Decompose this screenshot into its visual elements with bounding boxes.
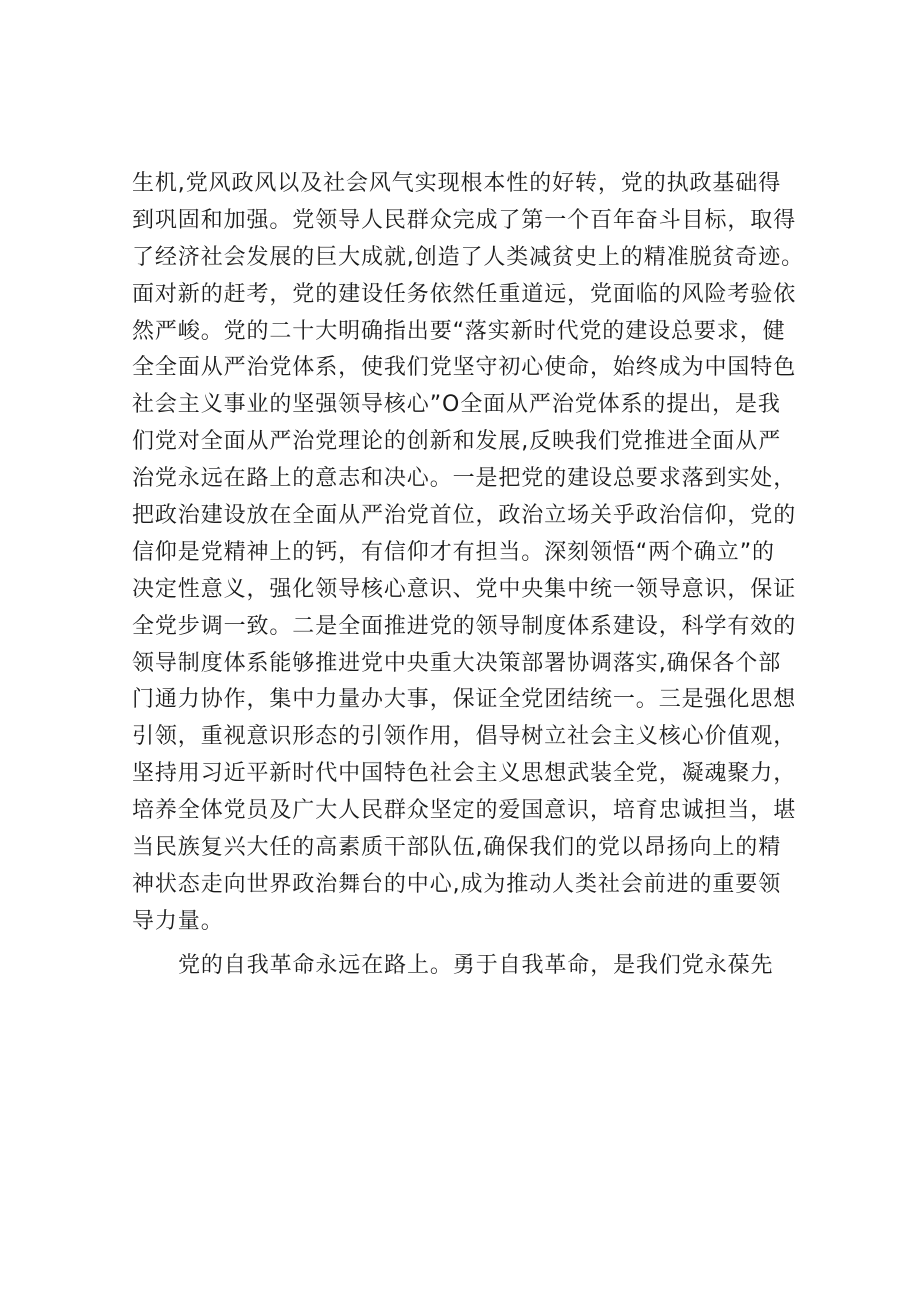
text-line: 决定性意义，强化领导核心意识、党中央集中统一领导意识，保证 xyxy=(132,576,797,602)
text-line: 党的自我革命永远在路上。勇于自我革命，是我们党永葆先 xyxy=(178,952,774,978)
text-line: 面对新的赶考，党的建设任务依然任重道远，党面临的风险考验依 xyxy=(132,281,797,307)
text-line: 到巩固和加强。党领导人民群众完成了第一个百年奋斗目标，取得 xyxy=(132,207,797,233)
text-line: 把政治建设放在全面从严治党首位，政治立场关乎政治信仰，党的 xyxy=(132,503,797,529)
text-line: 全全面从严治党体系，使我们党坚守初心使命，始终成为中国特色 xyxy=(132,355,797,381)
text-line: 社会主义事业的坚强领导核心”O全面从严治党体系的提出，是我 xyxy=(132,392,781,418)
text-line: 领导制度体系能够推进党中央重大决策部署协调落实,确保各个部 xyxy=(132,650,782,676)
text-line: 培养全体党员及广大人民群众坚定的爱国意识，培育忠诚担当，堪 xyxy=(132,798,797,824)
text-line: 了经济社会发展的巨大成就,创造了人类减贫史上的精准脱贫奇迹。 xyxy=(132,244,804,270)
text-line: 门通力协作，集中力量办大事，保证全党团结统一。三是强化思想 xyxy=(132,687,797,713)
text-line: 生机,党风政风以及社会风气实现根本性的好转，党的执政基础得 xyxy=(132,171,782,196)
text-line: 当民族复兴大任的高素质干部队伍,确保我们的党以昂扬向上的精 xyxy=(132,835,782,861)
text-line: 坚持用习近平新时代中国特色社会主义思想武装全党，凝魂聚力， xyxy=(132,761,797,787)
text-line: 们党对全面从严治党理论的创新和发展,反映我们党推进全面从严 xyxy=(132,429,782,455)
text-line: 治党永远在路上的意志和决心。一是把党的建设总要求落到实处， xyxy=(132,466,797,492)
text-line: 引领，重视意识形态的引领作用，倡导树立社会主义核心价值观， xyxy=(132,724,797,750)
paragraph-1 xyxy=(132,166,812,941)
text-line: 信仰是党精神上的钙，有信仰才有担当。深刻领悟“两个确立”的 xyxy=(132,539,775,565)
paragraph-2 xyxy=(132,948,812,985)
paragraph-gap xyxy=(132,941,812,948)
text-line: 然严峻。党的二十大明确指出要“落实新时代党的建设总要求，健 xyxy=(132,318,786,344)
text-line: 导力量。 xyxy=(132,908,224,934)
document-body xyxy=(132,166,812,985)
text-line: 神状态走向世界政治舞台的中心,成为推动人类社会前进的重要领 xyxy=(132,871,782,897)
text-line: 全党步调一致。二是全面推进党的领导制度体系建设，科学有效的 xyxy=(132,613,797,639)
